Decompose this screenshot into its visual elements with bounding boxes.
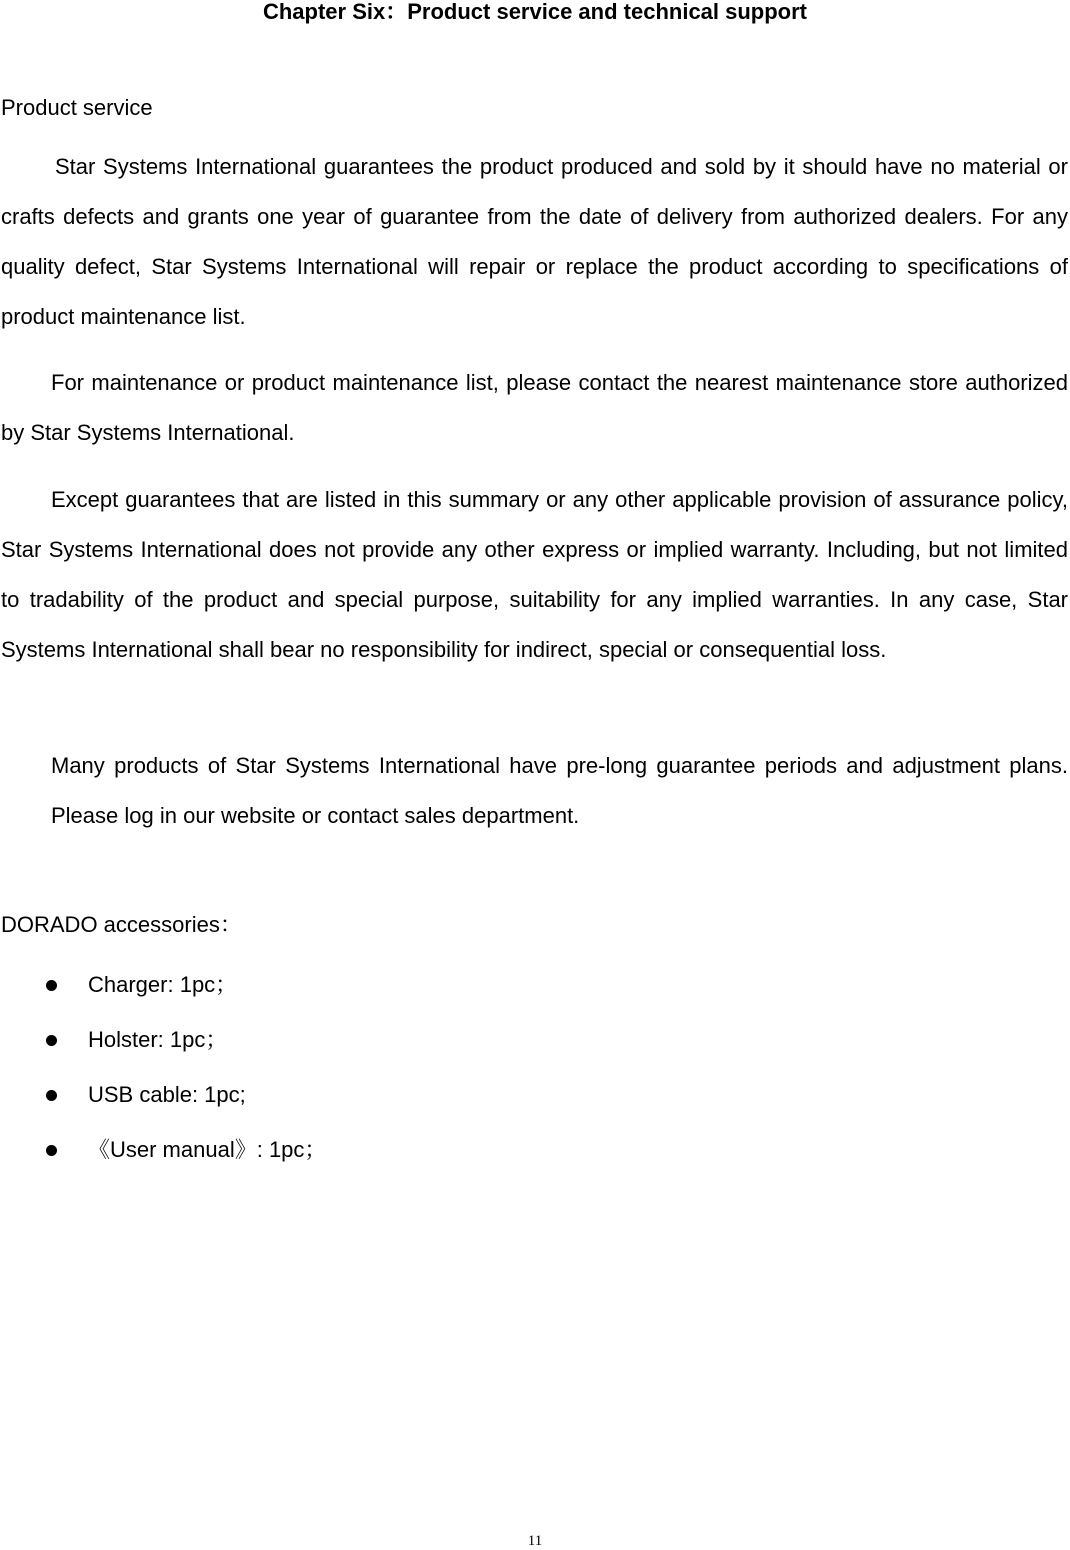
accessories-heading: DORADO accessories： bbox=[1, 912, 242, 937]
accessory-holster: Holster: 1pc； bbox=[88, 1027, 228, 1052]
bullet-dot-icon bbox=[46, 1090, 57, 1101]
list-item bbox=[0, 957, 326, 1012]
chapter-title: Chapter Six：Product service and technical support bbox=[262, 0, 808, 24]
accessory-usb-cable: USB cable: 1pc; bbox=[88, 1082, 246, 1107]
list-item bbox=[0, 1122, 326, 1177]
bullet-dot-icon bbox=[46, 980, 57, 991]
accessory-charger: Charger: 1pc； bbox=[88, 972, 238, 997]
maintenance-paragraph: For maintenance or product maintenance list, please contact the nearest maintenance store authorized by Star Systems International. bbox=[1, 370, 1068, 445]
guarantee-plans-paragraph: Many products of Star Systems International have pre-long guarantee periods and adjustment plans. Please log in our website or contact sales department. bbox=[51, 753, 1068, 828]
bullet-dot-icon bbox=[46, 1145, 57, 1156]
product-service-heading: Product service bbox=[1, 95, 153, 120]
disclaimer-paragraph: Except guarantees that are listed in this summary or any other applicable provision of assurance policy, Star Systems International does not provide any other express or implied warranty. Including, but not limited to tradability of the product and special purpose, suitability for any implied warranties. In any case, Star Systems International shall bear no responsibility for indirect, special or consequential loss. bbox=[1, 487, 1068, 662]
list-item bbox=[0, 1067, 326, 1122]
accessory-user-manual: 《User manual》: 1pc； bbox=[88, 1137, 327, 1162]
list-item bbox=[0, 1012, 326, 1067]
accessories-list bbox=[0, 957, 326, 1177]
bullet-dot-icon bbox=[46, 1035, 57, 1046]
warranty-paragraph: Star Systems International guarantees the product produced and sold by it should have no material or crafts defects and grants one year of guarantee from the date of delivery from authorized dealers. For any quality defect, Star Systems International will repair or replace the product according to specifications of product maintenance list. bbox=[1, 154, 1068, 329]
page-number: 11 bbox=[527, 1533, 543, 1549]
